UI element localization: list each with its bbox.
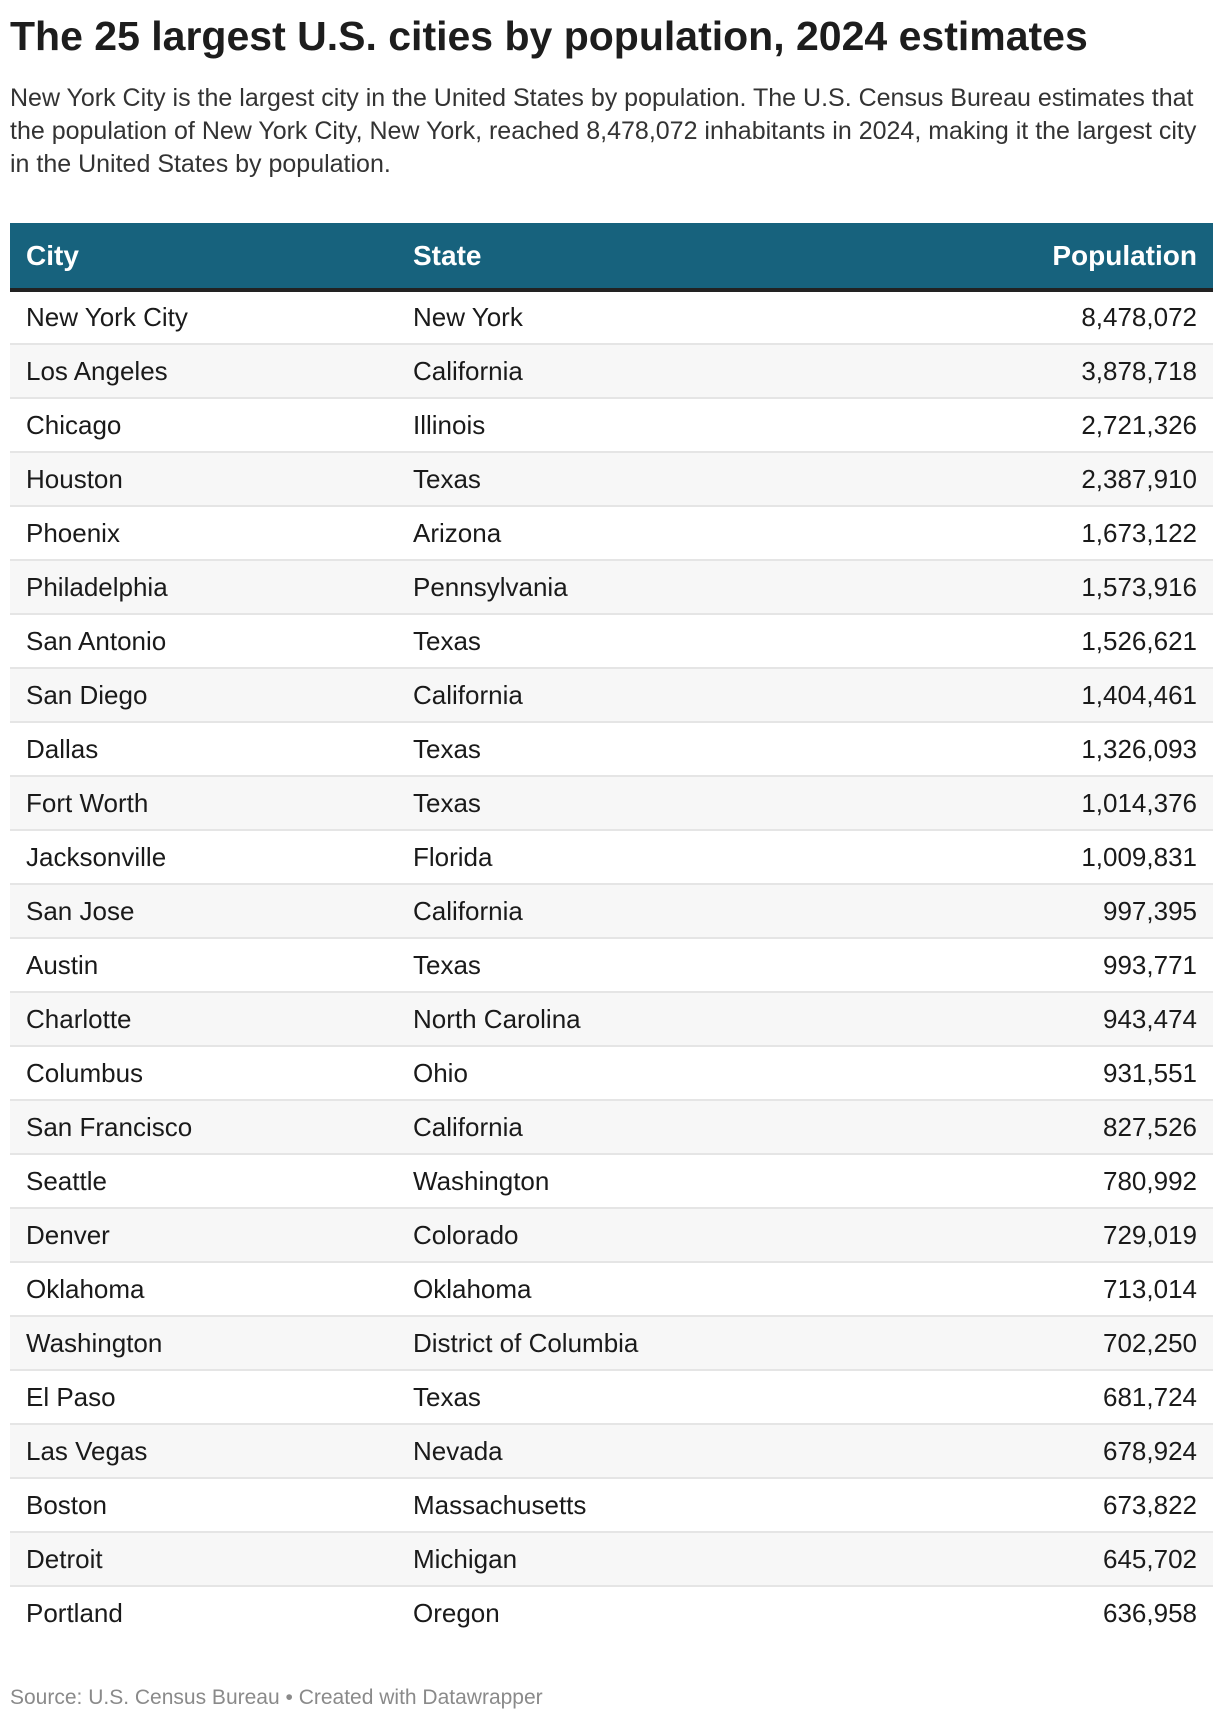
cell-population: 1,673,122 xyxy=(817,506,1213,560)
cell-city: Jacksonville xyxy=(10,830,397,884)
cell-city: Austin xyxy=(10,938,397,992)
cell-city: Las Vegas xyxy=(10,1424,397,1478)
table-row xyxy=(10,560,1213,614)
cell-city: Washington xyxy=(10,1316,397,1370)
cell-city: Oklahoma xyxy=(10,1262,397,1316)
table-header xyxy=(10,223,1213,290)
table-row xyxy=(10,1370,1213,1424)
cell-population: 1,404,461 xyxy=(817,668,1213,722)
cell-population: 780,992 xyxy=(817,1154,1213,1208)
table-row xyxy=(10,1478,1213,1532)
cell-state: Texas xyxy=(397,722,817,776)
cell-population: 2,387,910 xyxy=(817,452,1213,506)
cell-state: Massachusetts xyxy=(397,1478,817,1532)
table-row xyxy=(10,1532,1213,1586)
data-table-container xyxy=(10,223,1213,1640)
table-row xyxy=(10,1316,1213,1370)
credit-link[interactable]: Created with Datawrapper xyxy=(298,1686,543,1709)
cell-population: 993,771 xyxy=(817,938,1213,992)
cell-city: Detroit xyxy=(10,1532,397,1586)
table-body xyxy=(10,290,1213,1640)
cell-city: San Francisco xyxy=(10,1100,397,1154)
cell-city: Portland xyxy=(26,1598,123,1628)
cell-city: Charlotte xyxy=(10,992,397,1046)
cell-state: Ohio xyxy=(397,1046,817,1100)
cell-population: 8,478,072 xyxy=(817,290,1213,344)
cell-state: North Carolina xyxy=(397,992,817,1046)
cell-state: Texas xyxy=(397,614,817,668)
cell-state: Colorado xyxy=(397,1208,817,1262)
cell-city: Boston xyxy=(10,1478,397,1532)
cell-population: 827,526 xyxy=(817,1100,1213,1154)
cell-population: 1,014,376 xyxy=(817,776,1213,830)
cell-city: Phoenix xyxy=(10,506,397,560)
cell-population: 681,724 xyxy=(817,1370,1213,1424)
cell-state: Pennsylvania xyxy=(397,560,817,614)
cell-population: 943,474 xyxy=(817,992,1213,1046)
table-row xyxy=(10,830,1213,884)
cell-city: San Jose xyxy=(10,884,397,938)
cell-city: Philadelphia xyxy=(10,560,397,614)
table-row xyxy=(10,1424,1213,1478)
table-header-row xyxy=(10,223,1213,290)
cell-state: Texas xyxy=(397,776,817,830)
cell-state: Washington xyxy=(397,1154,817,1208)
cell-state: Texas xyxy=(397,938,817,992)
cell-state: Texas xyxy=(397,1370,817,1424)
cell-state: California xyxy=(397,884,817,938)
table-row xyxy=(10,506,1213,560)
cell-state: California xyxy=(397,344,817,398)
cell-city: Houston xyxy=(10,452,397,506)
cell-population: 1,573,916 xyxy=(817,560,1213,614)
cell-city: El Paso xyxy=(10,1370,397,1424)
table-row xyxy=(10,398,1213,452)
cell-population: 678,924 xyxy=(817,1424,1213,1478)
table-row xyxy=(10,1154,1213,1208)
table-row xyxy=(10,1208,1213,1262)
cell-population: 997,395 xyxy=(817,884,1213,938)
cell-city: Los Angeles xyxy=(10,344,397,398)
table-row xyxy=(10,1262,1213,1316)
table-row xyxy=(10,776,1213,830)
cell-city: Denver xyxy=(10,1208,397,1262)
cell-population: 2,721,326 xyxy=(817,398,1213,452)
cell-population: 636,958 xyxy=(1103,1598,1197,1628)
cell-state: Florida xyxy=(397,830,817,884)
table-row xyxy=(10,992,1213,1046)
cell-state: Arizona xyxy=(397,506,817,560)
cell-city: Chicago xyxy=(10,398,397,452)
cell-state: Illinois xyxy=(397,398,817,452)
cell-population: 645,702 xyxy=(817,1532,1213,1586)
source-label: Source: xyxy=(10,1686,83,1709)
cell-population: 1,326,093 xyxy=(817,722,1213,776)
column-header-city[interactable]: City xyxy=(10,223,397,290)
cell-population: 931,551 xyxy=(817,1046,1213,1100)
cell-population: 729,019 xyxy=(817,1208,1213,1262)
column-header-population[interactable]: Population xyxy=(817,223,1213,290)
chart-title: The 25 largest U.S. cities by population, 2024 estimates xyxy=(10,13,1088,59)
cell-population: 713,014 xyxy=(817,1262,1213,1316)
table-row xyxy=(10,1586,1213,1640)
table-row xyxy=(10,1046,1213,1100)
cell-state: District of Columbia xyxy=(397,1316,817,1370)
table-row xyxy=(10,290,1213,344)
cell-city: Fort Worth xyxy=(10,776,397,830)
table-row xyxy=(10,344,1213,398)
cell-population: 3,878,718 xyxy=(817,344,1213,398)
cell-city: Columbus xyxy=(10,1046,397,1100)
cell-population: 702,250 xyxy=(817,1316,1213,1370)
table-row xyxy=(10,452,1213,506)
cell-state: Michigan xyxy=(397,1532,817,1586)
chart-description: New York City is the largest city in the United States by population. The U.S. Census Bureau estimates that the population of New York City, New York, reached 8,478,072 inhabitants in 2024, making it the largest city in the United States by population. xyxy=(10,84,1197,178)
cell-city: San Antonio xyxy=(10,614,397,668)
column-header-state[interactable]: State xyxy=(397,223,817,290)
cell-state: California xyxy=(397,668,817,722)
cell-city: San Diego xyxy=(10,668,397,722)
table-row xyxy=(10,614,1213,668)
cell-population: 1,526,621 xyxy=(817,614,1213,668)
cell-city: Dallas xyxy=(10,722,397,776)
cell-state: Oklahoma xyxy=(397,1262,817,1316)
footer-separator: • xyxy=(285,1686,293,1709)
cell-state: Nevada xyxy=(397,1424,817,1478)
table-row xyxy=(10,938,1213,992)
cell-population: 673,822 xyxy=(817,1478,1213,1532)
table-row xyxy=(10,1100,1213,1154)
cell-state: Oregon xyxy=(413,1598,500,1628)
cell-population: 1,009,831 xyxy=(817,830,1213,884)
table-row xyxy=(10,668,1213,722)
cell-state: Texas xyxy=(397,452,817,506)
population-table xyxy=(10,223,1213,1640)
source-text: U.S. Census Bureau xyxy=(88,1686,280,1709)
table-row xyxy=(10,884,1213,938)
cell-state: California xyxy=(397,1100,817,1154)
chart-footer xyxy=(10,1686,543,1710)
cell-city: Seattle xyxy=(10,1154,397,1208)
cell-state: New York xyxy=(397,290,817,344)
table-row xyxy=(10,722,1213,776)
cell-city: New York City xyxy=(10,290,397,344)
